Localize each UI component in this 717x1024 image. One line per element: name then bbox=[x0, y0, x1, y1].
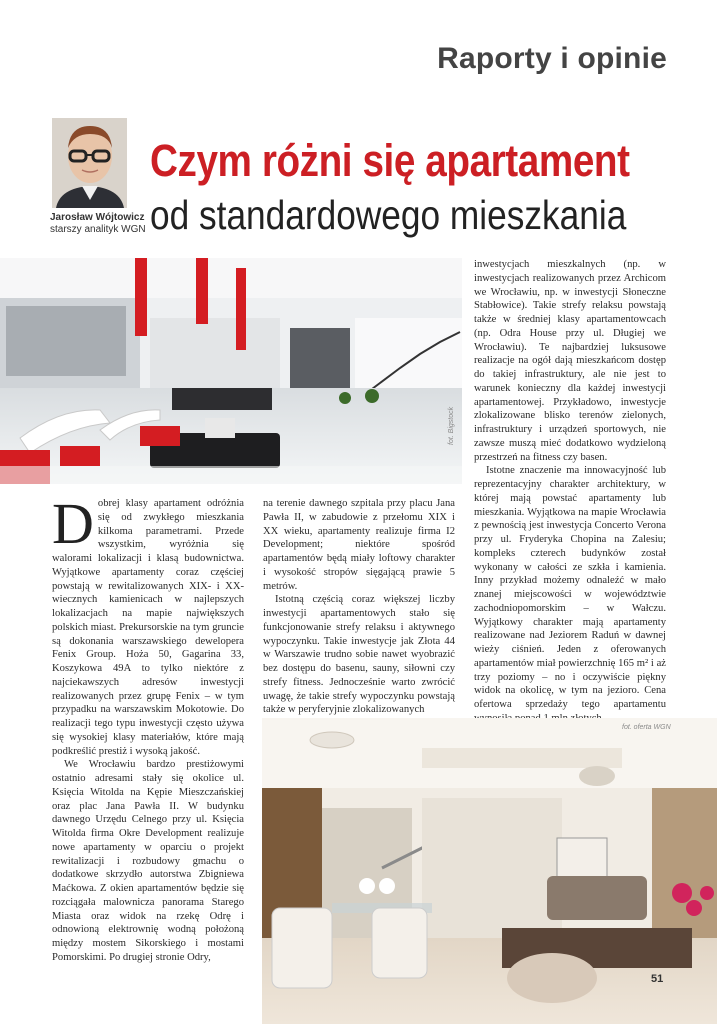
article-column-3 bbox=[474, 258, 666, 726]
author-photo bbox=[52, 118, 127, 208]
section-title: Raporty i opinie bbox=[437, 42, 667, 75]
author-role: starszy analityk WGN bbox=[50, 224, 146, 235]
dropcap: D bbox=[52, 491, 94, 556]
headline-line-2: od standardowego mieszkania bbox=[150, 192, 627, 238]
paragraph: Istotne znaczenie ma innowacyjność lub reprezentacyjny charakter architektury, w której mają powstać apartamenty lub mieszkania. Wyjątkowa na mapie Wrocławia z pewnością jest inwestycja Concerto Verona przy ul. Fryderyka Chopina na Zalesiu; kompleks czterech budynków został wykonany w całości ze szkła i kamienia. Inny przykład możemy odnaleźć w mało znanej miejscowości w województwie zachodniopomorskim – w Wałczu. Wyjątkowy charakter mają apartamenty realizowane nad Jeziorem Raduń w dawnej wieży ciśnień. Jeden z oferowanych apartamentów miał powierzchnię 165 m² i aż trzy poziomy – no i oczywiście piękny widok na okolicę, w tym na jezioro. Cena ofertowa sprzedaży tego apartamentu bbox=[474, 465, 666, 710]
paragraph: inwestycjach mieszkalnych (np. w inwestycjach realizowanych przez Archicom we Wrocławiu, np. w inwestycji Słoneczne Stabłowice). Takie strefy relaksu powstają także w średniej klasy apartamentowcach (np. Odra House przy ul. Długiej we Wrocławiu). Te najbardziej luksusowe realizacje na ogół dają mieszkańcom dostęp do takiej infrastruktury, ale nie jest to warunek konieczny dla każdej inwestycji apartamentowej. Przykładowo, inwestycje zlokalizowane blisko terenów zielonych, infrastruktury i urządzeń sportowych, nie zawsze muszą mieć dodatkowo wydzieloną przestrzeń na fitness czy basen. bbox=[474, 259, 666, 463]
photo-credit-top: fot. Bigstock bbox=[448, 406, 455, 445]
paragraph: We Wrocławiu bardzo prestiżowymi ostatnio adresami stały się okolice ul. Księcia Witolda na Kępie Mieszczańskiej oraz plac Jana Pawła II. W budynku dawnego Urzędu Celnego przy ul. Księcia Witolda firma Okre Development realizuje nowe apartamenty w oparciu o projekt rewitalizacji i rozbudowy gmachu o dodatkowe skrzydło autorstwa Zbigniewa Maćkowa. Z okien apartamentów będzie się rozciągała malownicza panorama Starego Miasta oraz widok na rzekę Odrę i odnowioną elektrownię wodną położoną między mostem Sikorskiego i mostami Pomorskimi. Po drugiej stronie Odry, bbox=[52, 759, 244, 963]
paragraph: Dobrej klasy apartament odróżnia się od zwykłego mieszkania kilkoma parametrami. Przede wszystkim, wyróżnia się walorami lokalizacji i klasą budownictwa. Wyjątkowe apartamenty coraz częściej powstają w rewitalizowanych XIX- i XX-wiecznych kamienicach w najlepszych lokalizacjach na mapie największych polskich miast. Prekursorskie na tym gruncie są dokonania warszawskiego dewelopera Fenix Group. Hoża 50, Gagarina 33, Koszykowa 49A to tylko niektóre z najciekawszych adresów inwestycji realizowanych przez grupę Fenix – w tym przypadku na warszawskim Mokotowie. Do realizacji tego typu inwestycji często używa się wysokiej klasy materiałów, które mają podkreślić prestiż i wysoką jakość. bbox=[52, 491, 244, 757]
paragraph: Istotną częścią coraz większej liczby inwestycji apartamentowych stało się funkcjonowanie strefy relaksu i aktywnego wypoczynku. Takie inwestycje jak Złota 44 w Warszawie trudno sobie nawet wyobrazić bez dostępu do basenu, sauny, siłowni czy strefy fitness. Jednocześnie warto zwrócić uwagę, że takie strefy wypoczynku powstają także w peryferyjnie zlokalizowanych bbox=[263, 594, 455, 716]
page-number: 51 bbox=[651, 973, 664, 985]
article-column-1 bbox=[52, 491, 244, 965]
paragraph: na terenie dawnego szpitala przy placu Jana Pawła II, w zabudowie z przełomu XIX i XX wieku, apartamenty realizuje firma I2 Development; niektóre spośród apartamentów będą miały loftowy charakter i wysokość stropów sięgającą prawie 5 metrów. bbox=[263, 498, 455, 592]
author-byline bbox=[50, 212, 146, 236]
interior-photo-living-room bbox=[0, 258, 462, 484]
headline-line-1: Czym różni się apartament bbox=[150, 135, 630, 186]
author-name: Jarosław Wójtowicz bbox=[50, 212, 145, 223]
photo-credit-bottom: fot. oferta WGN bbox=[622, 724, 671, 731]
article-column-2 bbox=[263, 497, 455, 717]
interior-photo-apartment bbox=[262, 718, 717, 1024]
